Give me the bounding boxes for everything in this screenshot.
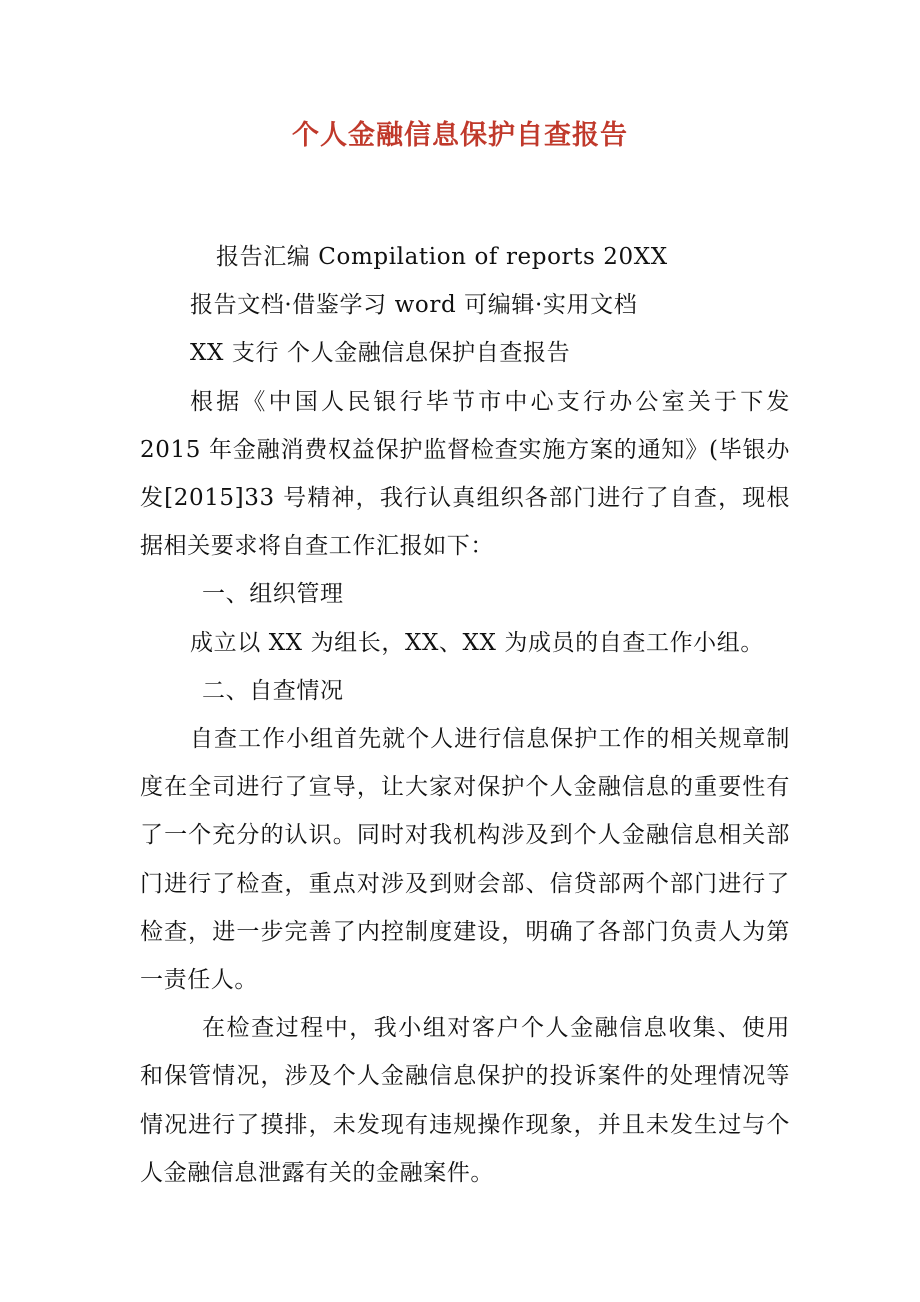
paragraph-intro: 根据《中国人民银行毕节市中心支行办公室关于下发 2015 年金融消费权益保护监督检查实施方案的通知》(毕银办发[2015]33 号精神，我行认真组织各部门进行了自查，现根据相关要求将自查工作汇报如下： <box>140 388 790 560</box>
section-heading-self-check: 二、自查情况 <box>202 677 344 704</box>
paragraph-self-check: 自查工作小组首先就个人进行信息保护工作的相关规章制度在全司进行了宣导，让大家对保护个人金融信息的重要性有了一个充分的认识。同时对我机构涉及到个人金融信息相关部门进行了检查，重点对涉及到财会部、信贷部两个部门进行了检查，进一步完善了内控制度建设，明确了各部门负责人为第一责任人。 <box>140 726 790 994</box>
paragraph-report-heading: XX 支行 个人金融信息保护自查报告 <box>190 340 571 367</box>
paragraph-report-compilation: 报告汇编 Compilation of reports 20XX <box>216 244 668 270</box>
section-heading-organization: 一、组织管理 <box>202 581 344 608</box>
document-title: 个人金融信息保护自查报告 <box>292 120 628 151</box>
paragraph-document-note: 报告文档·借鉴学习 word 可编辑·实用文档 <box>190 292 638 319</box>
paragraph-organization: 成立以 XX 为组长，XX、XX 为成员的自查工作小组。 <box>190 629 764 656</box>
document-body <box>140 233 790 1197</box>
paragraph-inspection: 在检查过程中，我小组对客户个人金融信息收集、使用和保管情况，涉及个人金融信息保护的投诉案件的处理情况等情况进行了摸排，未发现有违规操作现象，并且未发生过与个人金融信息泄露有关的金融案件。 <box>140 1015 790 1186</box>
